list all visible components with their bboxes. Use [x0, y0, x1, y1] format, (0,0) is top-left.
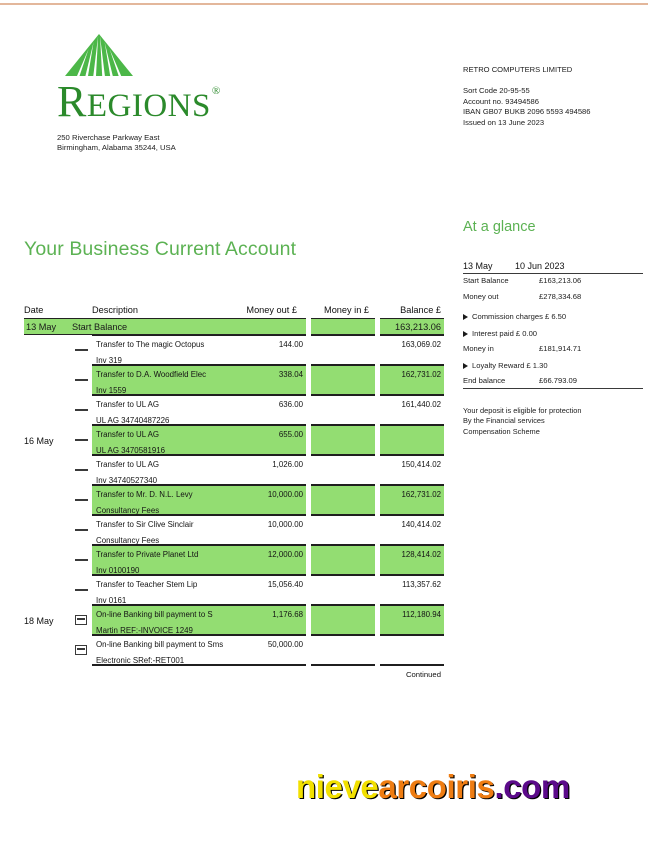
triangle-bullet-icon	[463, 331, 468, 337]
row-money-in	[311, 635, 375, 665]
glance-bullet-label: Interest paid £ 0.00	[472, 328, 538, 338]
row-money-out-line1: 1,026.00	[272, 460, 303, 469]
row-description	[92, 515, 234, 545]
row-money-out-line1: 10,000.00	[267, 490, 303, 499]
row-description-line1: Transfer to Private Planet Ltd	[96, 550, 199, 559]
account-iban: IBAN GB07 BUKB 2096 5593 494586	[463, 107, 591, 117]
row-description-line1: On-line Banking bill payment to Sms	[96, 640, 224, 649]
header-money-in: Money in £	[324, 305, 369, 315]
continued-label: Continued	[405, 670, 441, 679]
row-balance-line1: 162,731.02	[401, 370, 441, 379]
row-money-in	[311, 365, 375, 395]
document-box-icon	[75, 645, 87, 655]
continued-text-row	[24, 667, 444, 679]
protection-notice-line3: Compensation Scheme	[463, 426, 540, 436]
page-top-rule	[0, 3, 648, 5]
row-money-in	[311, 335, 375, 365]
row-body	[92, 485, 444, 515]
row-icon-cell	[70, 365, 92, 395]
table-header-row	[24, 305, 444, 318]
bank-address	[57, 133, 347, 153]
row-description-line2: UL AG 34740487226	[96, 416, 170, 425]
site-watermark	[296, 768, 570, 806]
table-row	[24, 605, 444, 635]
row-money-out	[234, 545, 306, 575]
row-balance	[380, 545, 444, 575]
row-icon-cell	[70, 545, 92, 575]
start-balance-money-in	[311, 318, 375, 335]
row-money-out-line1: 12,000.00	[267, 550, 303, 559]
row-balance	[380, 365, 444, 395]
row-body	[92, 635, 444, 665]
start-balance-row	[24, 318, 444, 335]
row-description-line2: Inv 0161	[96, 596, 127, 605]
row-description-line1: Transfer to Mr. D. N.L. Levy	[96, 490, 193, 499]
dash-icon	[75, 349, 88, 351]
row-body	[92, 395, 444, 425]
document-box-icon	[75, 615, 87, 625]
start-balance-date: 13 May	[26, 321, 57, 332]
row-description-line2: Consultancy Fees	[96, 536, 160, 545]
row-money-out	[234, 395, 306, 425]
row-money-in	[311, 515, 375, 545]
row-money-in	[311, 485, 375, 515]
row-description-line2: Consultancy Fees	[96, 506, 160, 515]
protection-notice-line1: Your deposit is eligible for protection	[463, 405, 582, 415]
dash-icon	[75, 379, 88, 381]
row-icon-cell	[70, 605, 92, 635]
row-balance	[380, 485, 444, 515]
row-money-out	[234, 575, 306, 605]
row-description	[92, 575, 234, 605]
table-row	[24, 395, 444, 425]
row-money-in	[311, 425, 375, 455]
dash-icon	[75, 469, 88, 471]
row-date	[24, 365, 70, 395]
row-balance-line1: 113,357.62	[402, 580, 441, 589]
glance-row	[463, 343, 643, 356]
start-balance-label: Start Balance	[72, 321, 128, 332]
row-description-line1: Transfer to UL AG	[96, 430, 160, 439]
row-date: 18 May	[24, 616, 54, 626]
row-money-out-line1: 50,000.00	[267, 640, 303, 649]
row-date	[24, 545, 70, 575]
glance-spacer	[463, 303, 643, 307]
bank-address-line2: Birmingham, Alabama 35244, USA	[57, 143, 176, 152]
row-icon-cell	[70, 395, 92, 425]
row-description	[92, 425, 234, 455]
header-description: Description	[92, 305, 138, 315]
row-date	[24, 515, 70, 545]
watermark-part-1: nieve	[296, 768, 379, 805]
row-money-out	[234, 485, 306, 515]
row-money-in	[311, 455, 375, 485]
row-date	[24, 395, 70, 425]
row-body	[92, 365, 444, 395]
row-description	[92, 335, 234, 365]
glance-period-start: 13 May	[463, 261, 493, 271]
glance-row-value: £163,213.06	[539, 276, 582, 286]
row-money-out-line1: 15,056.40	[267, 580, 303, 589]
header-money-out: Money out £	[246, 305, 297, 315]
dash-icon	[75, 589, 88, 591]
row-balance	[380, 515, 444, 545]
glance-bullet-row	[463, 311, 643, 324]
bank-address-line1: 250 Riverchase Parkway East	[57, 133, 160, 142]
watermark-part-3: .com	[494, 768, 570, 805]
at-a-glance-title: At a glance	[463, 219, 536, 235]
row-description-line2: Inv 319	[96, 356, 122, 365]
glance-row-label: End balance	[463, 376, 506, 386]
bank-name: REGIONS	[57, 77, 211, 126]
row-money-out	[234, 365, 306, 395]
row-date: 16 May	[24, 436, 54, 446]
row-money-out-line1: 655.00	[278, 430, 303, 439]
row-money-out	[234, 425, 306, 455]
row-balance	[380, 335, 444, 365]
row-description	[92, 365, 234, 395]
dash-icon	[75, 499, 88, 501]
row-description	[92, 395, 234, 425]
row-money-out-line1: 10,000.00	[267, 520, 303, 529]
row-money-out-line1: 144.00	[278, 340, 303, 349]
glance-top-rule	[463, 273, 643, 274]
glance-row	[463, 275, 643, 288]
glance-row-label: Money in	[463, 344, 494, 354]
row-date	[24, 335, 70, 365]
row-balance	[380, 455, 444, 485]
row-description-line2: Inv 34740527340	[96, 476, 157, 485]
statement-title: Your Business Current Account	[24, 238, 297, 260]
row-money-out	[234, 335, 306, 365]
row-money-in	[311, 545, 375, 575]
protection-notice	[463, 406, 643, 438]
row-description-line2: Inv 0100190	[96, 566, 140, 575]
at-a-glance-panel	[463, 219, 643, 437]
row-balance	[380, 575, 444, 605]
glance-row	[463, 375, 643, 388]
triangle-bullet-icon	[463, 363, 468, 369]
row-balance-line1: 161,440.02	[401, 400, 441, 409]
continued-text-spacer	[24, 667, 377, 679]
row-body	[92, 575, 444, 605]
header-date: Date	[24, 305, 44, 315]
account-sort-code: Sort Code 20-95-55	[463, 86, 530, 96]
row-balance	[380, 395, 444, 425]
table-row	[24, 455, 444, 485]
header-icon-spacer	[70, 305, 92, 315]
row-description-line2: Electronic SRef:-RET001	[96, 656, 185, 665]
row-balance-line1: 150,414.02	[401, 460, 441, 469]
account-holder-name: RETRO COMPUTERS LIMITED	[463, 65, 573, 74]
row-balance	[380, 635, 444, 665]
table-row	[24, 515, 444, 545]
glance-bullet-label: Commission charges £ 6.50	[472, 312, 567, 322]
row-description-line1: Transfer to The magic Octopus	[96, 340, 205, 349]
row-money-out	[234, 455, 306, 485]
table-row	[24, 485, 444, 515]
glance-bullet-label: Loyalty Reward £ 1.30	[472, 360, 548, 370]
row-description-line1: Transfer to Sir Clive Sinclair	[96, 520, 194, 529]
table-row	[24, 575, 444, 605]
start-balance-amount: 163,213.06	[380, 318, 444, 335]
watermark-part-2: arcoiris	[378, 768, 495, 805]
protection-notice-line2: By the Financial services	[463, 416, 545, 426]
row-balance-line1: 112,180.94	[402, 610, 441, 619]
row-description-line1: Transfer to UL AG	[96, 400, 160, 409]
row-icon-cell	[70, 635, 92, 665]
bank-logo-block	[57, 33, 347, 153]
glance-bullet-row	[463, 360, 643, 373]
row-money-out	[234, 605, 306, 635]
row-body	[92, 545, 444, 575]
row-icon-cell	[70, 485, 92, 515]
row-money-out-line1: 338.04	[278, 370, 303, 379]
glance-bullet-row	[463, 328, 643, 341]
glance-row-label: Money out	[463, 291, 499, 301]
table-body	[24, 335, 444, 665]
row-description-line2: Inv 1559	[96, 386, 127, 395]
row-icon-cell	[70, 515, 92, 545]
row-icon-cell	[70, 425, 92, 455]
row-balance-line1: 128,414.02	[401, 550, 441, 559]
row-money-out	[234, 515, 306, 545]
account-number: Account no. 93494586	[463, 96, 540, 106]
row-date	[24, 455, 70, 485]
table-row	[24, 425, 444, 455]
triangle-bullet-icon	[463, 314, 468, 320]
row-description	[92, 485, 234, 515]
dash-icon	[75, 439, 88, 441]
glance-row-label: Start Balance	[463, 276, 509, 286]
table-row	[24, 365, 444, 395]
row-description-line1: Transfer to D.A. Woodfield Elec	[96, 370, 207, 379]
row-icon-cell	[70, 455, 92, 485]
dash-icon	[75, 529, 88, 531]
row-body	[92, 425, 444, 455]
continued-rule-bal	[380, 665, 444, 667]
row-money-out	[234, 635, 306, 665]
row-date	[24, 575, 70, 605]
row-balance	[380, 605, 444, 635]
row-description-line2: Martin REF:-INVOICE 1249	[96, 626, 193, 635]
row-icon-cell	[70, 335, 92, 365]
row-description	[92, 455, 234, 485]
registered-mark: ®	[211, 84, 221, 97]
row-description-line1: On-line Banking bill payment to S	[96, 610, 213, 619]
row-money-in	[311, 605, 375, 635]
row-body	[92, 605, 444, 635]
row-money-out-line1: 636.00	[278, 400, 303, 409]
row-description	[92, 605, 234, 635]
row-balance-line1: 163,069.02	[401, 340, 441, 349]
glance-row-value: £278,334.68	[539, 291, 582, 301]
row-description-line1: Transfer to UL AG	[96, 460, 160, 469]
row-description	[92, 545, 234, 575]
row-money-in	[311, 395, 375, 425]
table-row	[24, 635, 444, 665]
row-icon-cell	[70, 575, 92, 605]
row-body	[92, 515, 444, 545]
glance-row-value: £66.793.09	[539, 376, 578, 386]
glance-period	[463, 261, 643, 273]
account-info-block	[463, 65, 643, 128]
row-balance-line1: 162,731.02	[401, 490, 441, 499]
row-description	[92, 635, 234, 665]
row-balance-line1: 140,414.02	[401, 520, 441, 529]
glance-rows	[463, 275, 643, 388]
header-balance: Balance £	[400, 305, 441, 315]
statement-issue-date: Issued on 13 June 2023	[463, 117, 545, 127]
row-balance	[380, 425, 444, 455]
row-body	[92, 335, 444, 365]
bank-wordmark	[57, 77, 327, 126]
glance-period-end: 10 Jun 2023	[515, 261, 565, 271]
start-balance-main	[24, 318, 306, 335]
table-row	[24, 545, 444, 575]
row-date	[24, 485, 70, 515]
regions-pyramid-logo-icon	[63, 33, 135, 77]
row-money-out-line1: 1,176.68	[272, 610, 303, 619]
table-row	[24, 335, 444, 365]
row-body	[92, 455, 444, 485]
glance-row-value: £181,914.71	[539, 344, 582, 354]
glance-bottom-rule	[463, 388, 643, 389]
dash-icon	[75, 559, 88, 561]
row-description-line1: Transfer to Teacher Stem Lip	[96, 580, 198, 589]
transactions-table	[24, 305, 444, 679]
row-money-in	[311, 575, 375, 605]
dash-icon	[75, 409, 88, 411]
row-date	[24, 635, 70, 665]
row-description-line2: UL AG 3470581916	[96, 446, 166, 455]
glance-row	[463, 291, 643, 304]
